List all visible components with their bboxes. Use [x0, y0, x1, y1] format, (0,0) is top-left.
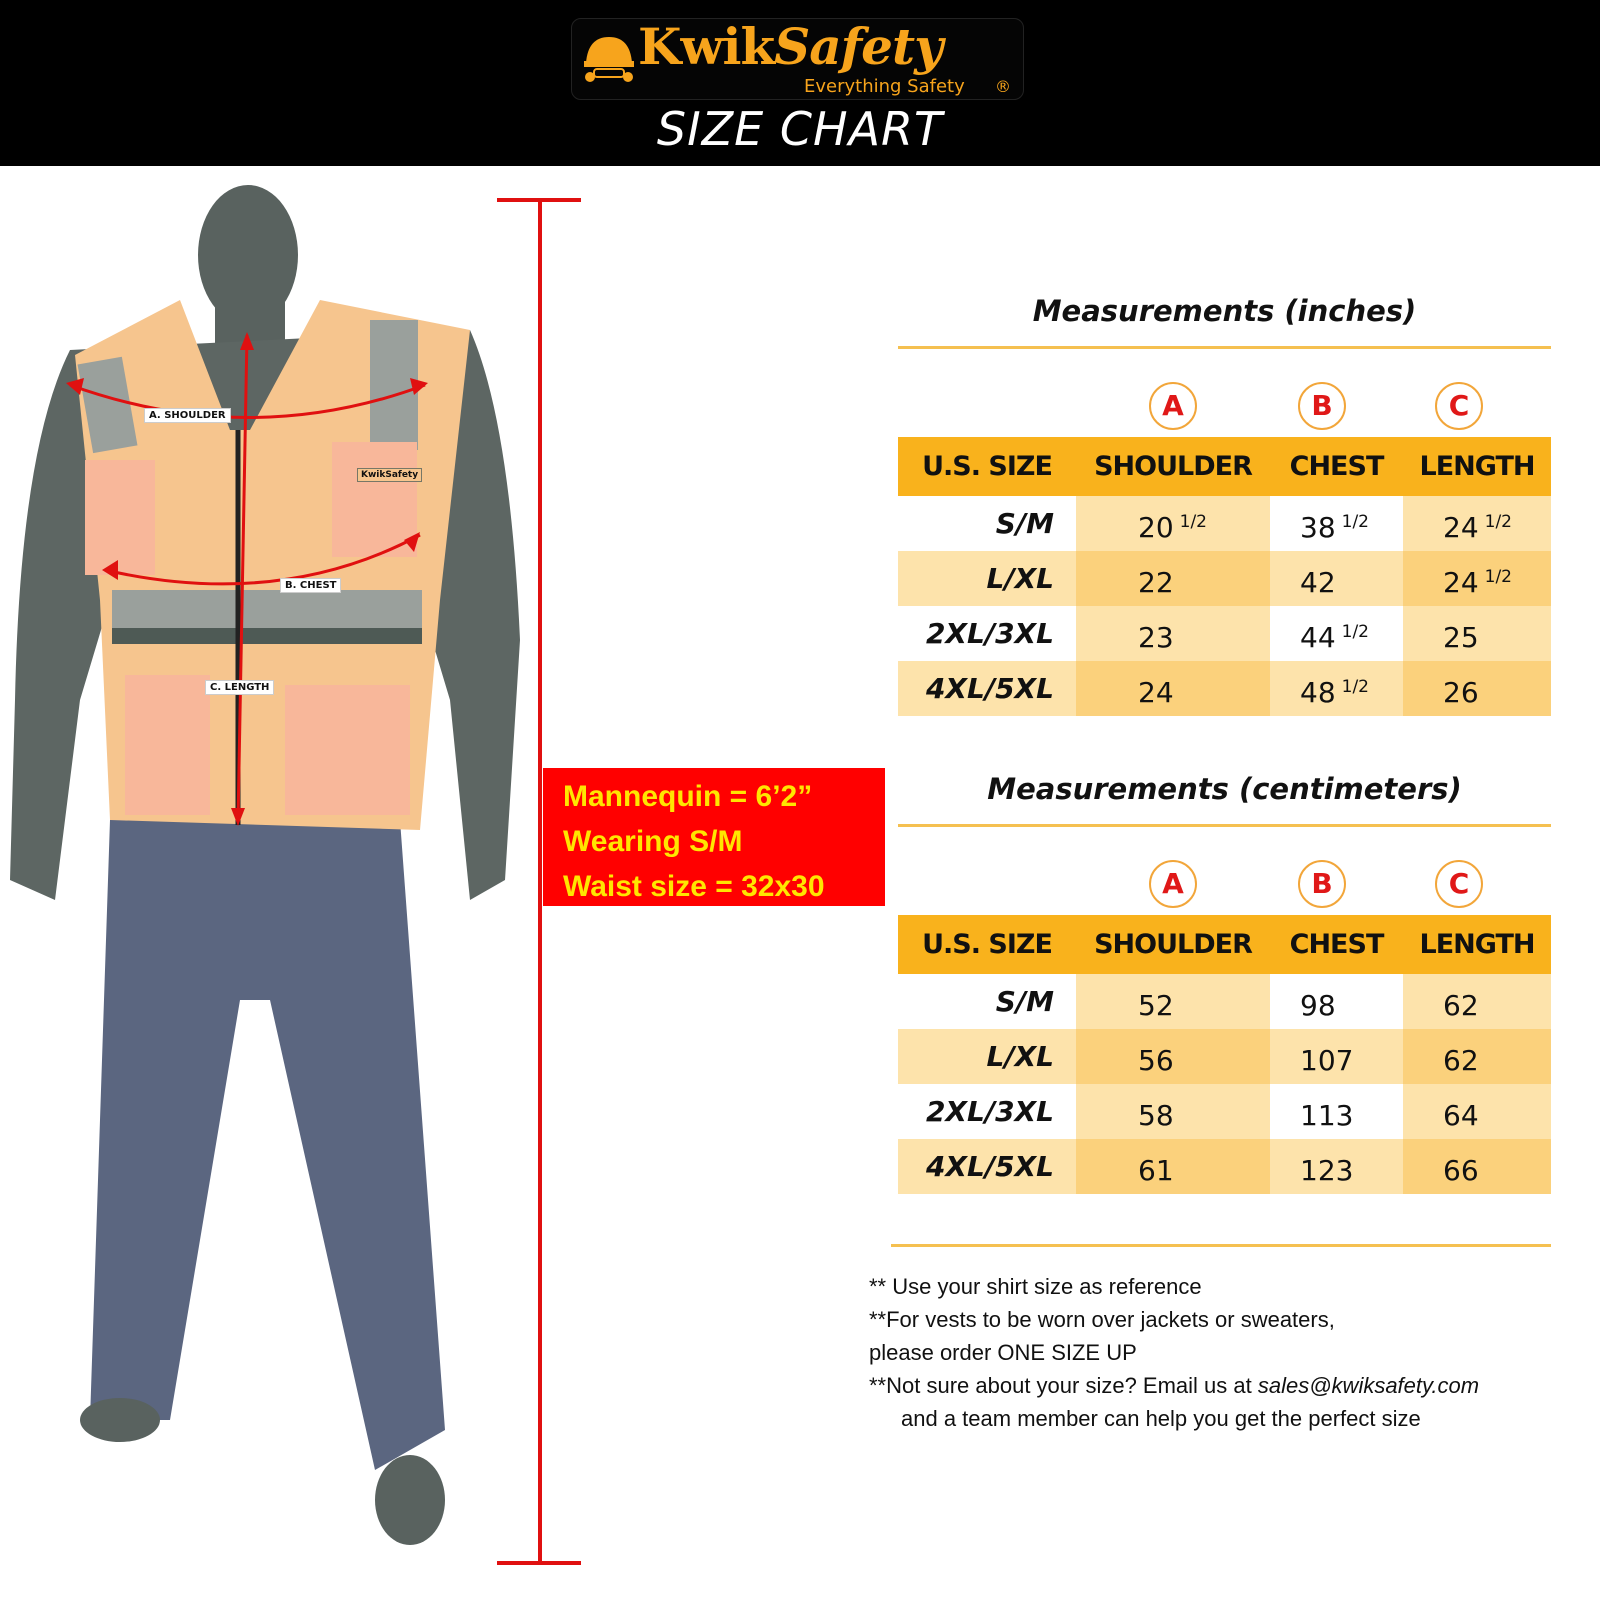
- note-contact: **Not sure about your size? Email us at sales@kwiksafety.com: [869, 1373, 1480, 1398]
- size-table: [898, 915, 1551, 1194]
- mannequin-info-box: [543, 768, 885, 906]
- label-shoulder: A. SHOULDER: [144, 408, 231, 423]
- size-cell: S/M: [898, 496, 1076, 551]
- fraction: 1/2: [1179, 511, 1207, 532]
- column-marker-a: A: [1149, 860, 1197, 908]
- helmet-icon: [582, 33, 636, 83]
- title-underline: [898, 824, 1551, 827]
- brand-tagline: Everything Safety: [804, 76, 965, 97]
- table-row: [898, 496, 1551, 551]
- mannequin-height: Mannequin = 6’2”: [563, 780, 813, 813]
- table-header-row: [898, 437, 1551, 496]
- size-cell: L/XL: [898, 1029, 1076, 1084]
- measurement-cell: 61: [1076, 1139, 1270, 1194]
- note-shirt-size: ** Use your shirt size as reference: [869, 1274, 1202, 1299]
- column-header: CHEST: [1270, 915, 1403, 974]
- column-header: LENGTH: [1403, 437, 1551, 496]
- page-title: SIZE CHART: [656, 102, 944, 156]
- measurement-cell: 113: [1270, 1084, 1403, 1139]
- note-size-up-2: please order ONE SIZE UP: [869, 1340, 1137, 1365]
- measurement-cell: 20 $^{1/2}$: [1076, 496, 1270, 551]
- mannequin-size: Wearing S/M: [563, 825, 743, 858]
- measurement-cell: 98: [1270, 974, 1403, 1029]
- column-header: SHOULDER: [1076, 915, 1270, 974]
- height-line: [538, 200, 542, 1564]
- table-row: [898, 1084, 1551, 1139]
- table-row: [898, 661, 1551, 716]
- measurement-cell: 52: [1076, 974, 1270, 1029]
- table-row: [898, 1139, 1551, 1194]
- vest-logo-patch: KwikSafety: [357, 468, 422, 482]
- table-title: Measurements (centimeters): [987, 772, 1462, 806]
- measurement-cell: 42: [1270, 551, 1403, 606]
- column-header: LENGTH: [1403, 915, 1551, 974]
- measurement-cell: 25: [1403, 606, 1551, 661]
- column-header: SHOULDER: [1076, 437, 1270, 496]
- table-header-row: [898, 915, 1551, 974]
- column-marker-b: B: [1298, 382, 1346, 430]
- column-header: U.S. SIZE: [898, 915, 1076, 974]
- measurement-cell: 26: [1403, 661, 1551, 716]
- measurement-cell: 64: [1403, 1084, 1551, 1139]
- size-cell: L/XL: [898, 551, 1076, 606]
- label-chest: B. CHEST: [280, 578, 341, 593]
- mannequin-waist: Waist size = 32x30: [563, 870, 825, 903]
- measurement-cell: 38 $^{1/2}$: [1270, 496, 1403, 551]
- column-header: U.S. SIZE: [898, 437, 1076, 496]
- fraction: 1/2: [1484, 566, 1512, 587]
- measurement-cell: 62: [1403, 974, 1551, 1029]
- table-row: [898, 1029, 1551, 1084]
- column-marker-c: C: [1435, 860, 1483, 908]
- size-table: [898, 437, 1551, 716]
- measurement-cell: 123: [1270, 1139, 1403, 1194]
- table-row: [898, 974, 1551, 1029]
- measurement-cell: 56: [1076, 1029, 1270, 1084]
- size-cell: 2XL/3XL: [898, 606, 1076, 661]
- column-marker-c: C: [1435, 382, 1483, 430]
- note-size-up: **For vests to be worn over jackets or sweaters,: [869, 1307, 1335, 1332]
- measurement-cell: 24: [1076, 661, 1270, 716]
- brand-logo: [571, 18, 1024, 100]
- mannequin-figure: [0, 170, 540, 1570]
- notes: [869, 1270, 1589, 1435]
- title-underline: [898, 346, 1551, 349]
- divider: [891, 1244, 1551, 1247]
- size-cell: S/M: [898, 974, 1076, 1029]
- size-cell: 4XL/5XL: [898, 1139, 1076, 1194]
- height-line-bottom-cap: [497, 1561, 581, 1565]
- measurement-cell: 24 $^{1/2}$: [1403, 496, 1551, 551]
- size-cell: 4XL/5XL: [898, 661, 1076, 716]
- measurement-cell: 58: [1076, 1084, 1270, 1139]
- measurement-cell: 23: [1076, 606, 1270, 661]
- label-length: C. LENGTH: [205, 680, 274, 695]
- email-link[interactable]: sales@kwiksafety.com: [1257, 1373, 1480, 1398]
- measurement-cell: 22: [1076, 551, 1270, 606]
- column-marker-a: A: [1149, 382, 1197, 430]
- table-row: [898, 606, 1551, 661]
- brand-name: KwikSafety: [638, 17, 943, 76]
- table-row: [898, 551, 1551, 606]
- column-marker-b: B: [1298, 860, 1346, 908]
- measurement-cell: 24 $^{1/2}$: [1403, 551, 1551, 606]
- fraction: 1/2: [1341, 511, 1369, 532]
- size-cell: 2XL/3XL: [898, 1084, 1076, 1139]
- measurement-cell: 44 $^{1/2}$: [1270, 606, 1403, 661]
- note-contact-2: and a team member can help you get the perfect size: [901, 1406, 1421, 1431]
- column-header: CHEST: [1270, 437, 1403, 496]
- registered-mark: ®: [995, 77, 1011, 96]
- fraction: 1/2: [1341, 621, 1369, 642]
- measurement-cell: 66: [1403, 1139, 1551, 1194]
- measurement-cell: 107: [1270, 1029, 1403, 1084]
- measurement-cell: 62: [1403, 1029, 1551, 1084]
- fraction: 1/2: [1341, 676, 1369, 697]
- header-bar: [0, 0, 1600, 166]
- measurement-cell: 48 $^{1/2}$: [1270, 661, 1403, 716]
- table-title: Measurements (inches): [1032, 294, 1417, 328]
- fraction: 1/2: [1484, 511, 1512, 532]
